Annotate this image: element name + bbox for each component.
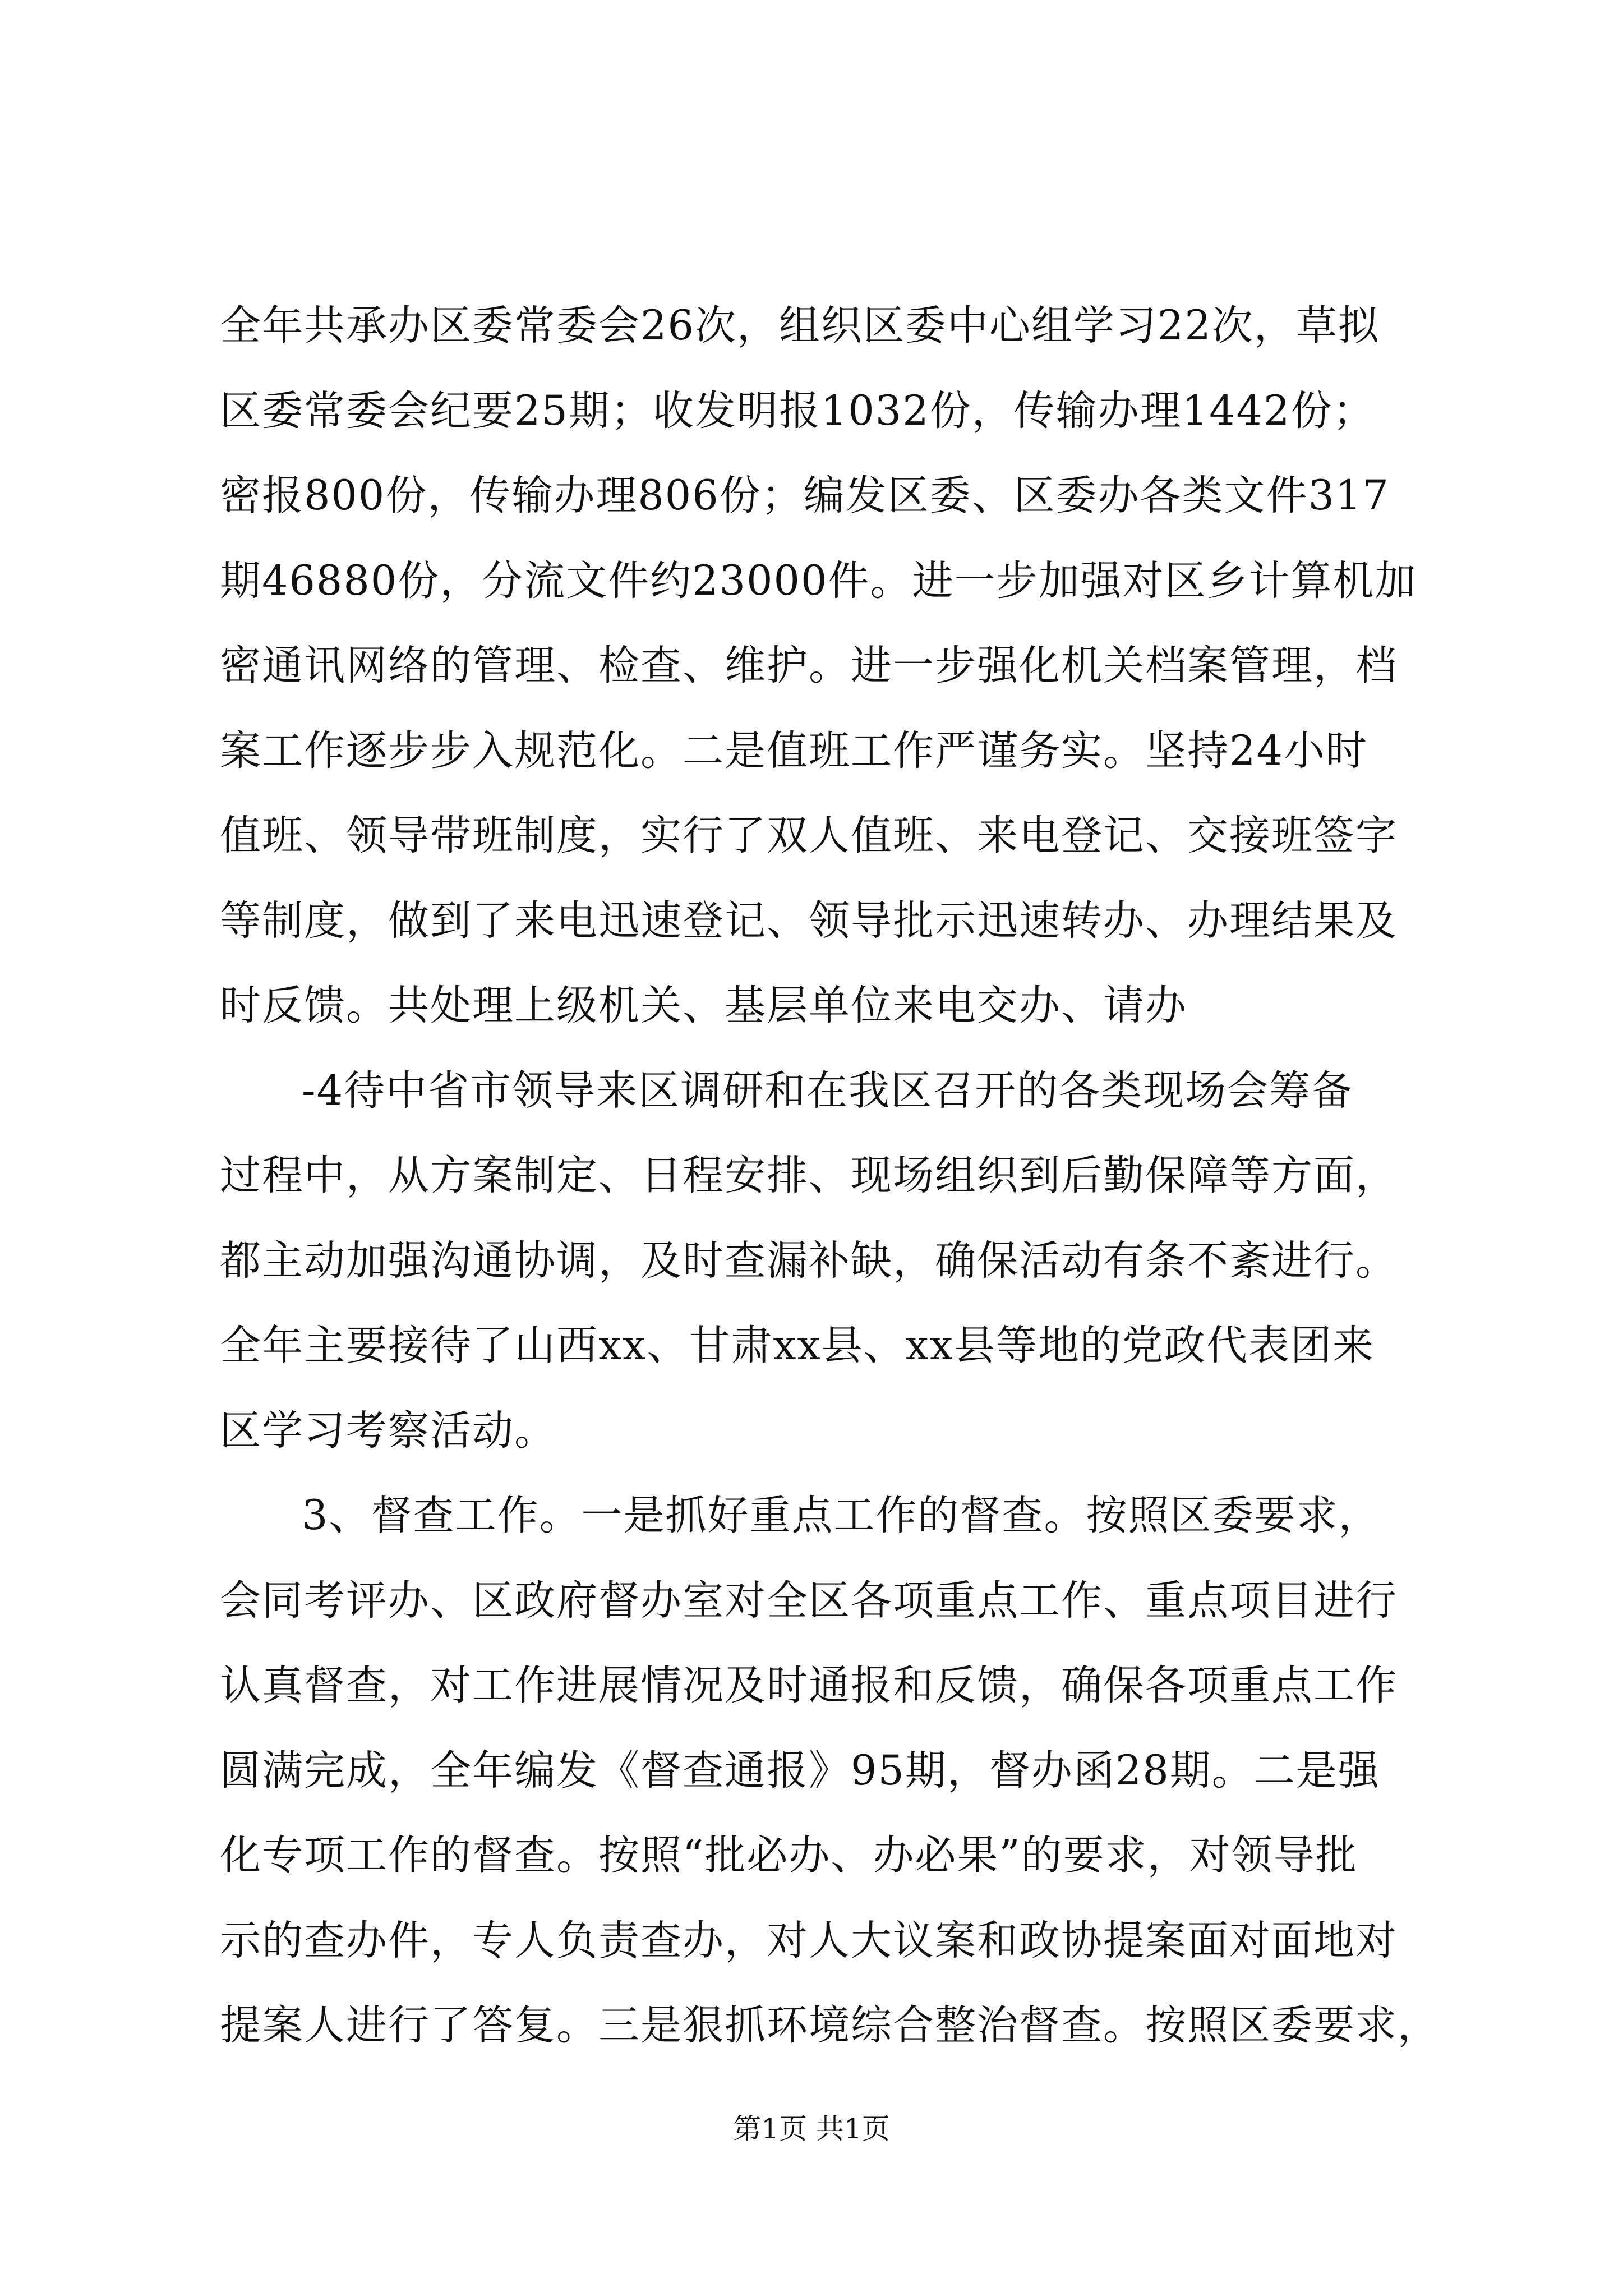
- text-line: 密报800份，传输办理806份；编发区委、区委办各类文件317: [220, 472, 1390, 519]
- text-line: 值班、领导带班制度，实行了双人值班、来电登记、交接班签字: [220, 812, 1398, 859]
- text-line: 期46880份，分流文件约23000件。进一步加强对区乡计算机加: [220, 556, 1417, 605]
- text-line: 会同考评办、区政府督办室对全区各项重点工作、重点项目进行: [220, 1576, 1398, 1625]
- text-line: 化专项工作的督查。按照“批必办、办必果”的要求，对领导批: [220, 1832, 1358, 1879]
- text-line: 区学习考察活动。: [220, 1406, 556, 1455]
- text-line: 全年共承办区委常委会26次，组织区委中心组学习22次，草拟: [220, 302, 1380, 349]
- document-body: [220, 283, 1440, 2068]
- text-line: 区委常委会纪要25期；收发明报1032份，传输办理1442份；: [220, 386, 1375, 435]
- text-line: 认真督查，对工作进展情况及时通报和反馈，确保各项重点工作: [220, 1662, 1398, 1709]
- text-line: 密通讯网络的管理、检查、维护。进一步强化机关档案管理，档: [220, 642, 1398, 689]
- text-line: 过程中，从方案制定、日程安排、现场组织到后勤保障等方面，: [220, 1152, 1398, 1199]
- text-line: -4待中省市领导来区调研和在我区召开的各类现场会筹备: [302, 1066, 1354, 1115]
- text-line: 时反馈。共处理上级机关、基层单位来电交办、请办: [220, 982, 1187, 1029]
- text-line: 示的查办件，专人负责查办，对人大议案和政协提案面对面地对: [220, 1916, 1398, 1964]
- text-line: 圆满完成，全年编发《督查通报》95期，督办函28期。二是强: [220, 1746, 1380, 1795]
- text-line: 案工作逐步步入规范化。二是值班工作严谨务实。坚持24小时: [220, 726, 1368, 775]
- text-line: 全年主要接待了山西xx、甘肃xx县、xx县等地的党政代表团来: [220, 1322, 1375, 1369]
- text-line: 3、督查工作。一是抓好重点工作的督查。按照区委要求，: [302, 1492, 1381, 1539]
- text-line: 都主动加强沟通协调，及时查漏补缺，确保活动有条不紊进行。: [220, 1236, 1398, 1285]
- page-footer: 第1页 共1页: [733, 2113, 890, 2145]
- text-line: 提案人进行了答复。三是狠抓环境综合整治督查。按照区委要求，: [220, 2001, 1440, 2049]
- text-line: 等制度，做到了来电迅速登记、领导批示迅速转办、办理结果及: [220, 896, 1398, 945]
